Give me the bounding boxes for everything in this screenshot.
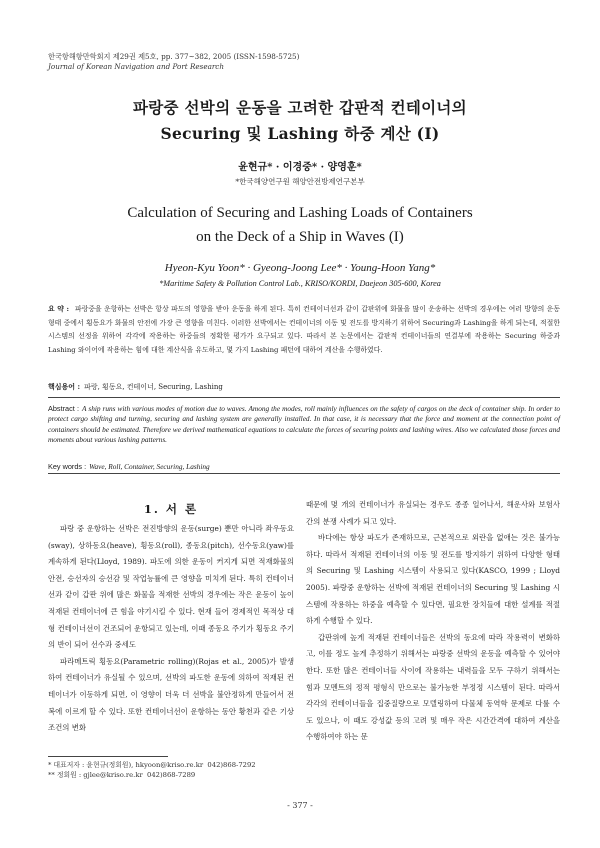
english-authors: Hyeon-Kyu Yoon* · Gyeong-Joong Lee* · Young-Hoon Yang* — [164, 262, 436, 274]
abstract-top-divider — [48, 397, 560, 398]
english-abstract-text: A ship runs with various modes of motion due to waves. Among the modes, roll mainly influences on the safety of cargos on the deck of container ship. In order to protect cargo shifting and turning, securing and lashing system are generally installed. In that case, it is necessary that the force and moment at the connection point of containers should be estimated. Therefore we derived mathematical equations to calculate the forces of securing points and lashing wires. Also we calculated those forces and moments about various lashing patterns. — [48, 404, 560, 445]
right-column — [306, 497, 560, 746]
journal-header — [48, 52, 299, 72]
korean-title-line-2: Securing 및 Lashing 하중 계산 (I) — [160, 124, 440, 143]
korean-affiliation: *한국해양연구원 해양안전방제연구본부 — [235, 177, 365, 186]
korean-keywords-text: 파랑, 횡동요, 컨테이너, Securing, Lashing — [84, 383, 223, 391]
english-keywords — [48, 462, 210, 471]
journal-citation: 한국항해항만학회지 제29권 제5호, pp. 377~382, 2005 (ISSN-1598-5725) — [48, 52, 300, 61]
paragraph: 파랑 중 운항하는 선박은 전진방향의 운동(surge) 뿐만 아니라 좌우동요(sway), 상하동요(heave), 횡동요(roll), 종동요(pitch), 선수동요(yaw)를 계속하게 된다(Lloyd, 1989). 파도에 의한 운동이 커지게 되면 적재화물의 안전, 승선자의 승선감 및 작업능률에 큰 영향을 미치게 된다. 특히 컨테이너선과 같이 갑판 위에 많은 화물을 적재한 선박의 경우에는 작은 운동이 높이 적재된 컨테이너에 큰 힘을 야기시킬 수 있다. 현재 들어 경제적인 목적상 대형 컨테이너선이 건조되어 운항되고 있는데, 이때 종동요 주기가 횡동요 주기의 반이 되어 선수과 중세도 — [48, 524, 294, 650]
korean-abstract-label: 요 약 : — [48, 305, 70, 313]
footnote-member: ** 정회원 : gjlee@kriso.re.kr 042)868-7289 — [48, 771, 196, 779]
english-title-line-1: Calculation of Securing and Lashing Loads of Containers — [127, 205, 473, 221]
paragraph: 바다에는 항상 파도가 존재하므로, 근본적으로 외란을 없애는 것은 불가능하다. 따라서 적재된 컨테이너의 이동 및 전도를 방지하기 위하여 다양한 형태의 Securing 및 Lashing 시스템이 사용되고 있다(KASCO, 1999 ; Lloyd 2005). 파랑중 운항하는 선박에 적재된 컨테이너의 Securing 및 Lashing 시스템에 작용하는 하중을 예측할 수 있다면, 필요한 장치들에 대한 설계를 적절하게 수행할 수 있다. — [306, 533, 560, 626]
footnote-corresponding-author: * 대표저자 : 윤현규(정회원), hkyoon@kriso.re.kr 042)868-7292 — [48, 761, 256, 769]
journal-name: Journal of Korean Navigation and Port Research — [48, 62, 224, 71]
abstract-bottom-divider — [48, 473, 560, 474]
korean-keywords — [48, 382, 223, 392]
footnotes — [48, 760, 256, 780]
english-abstract-label: Abstract : — [48, 404, 80, 413]
paragraph: 때문에 몇 개의 컨테이너가 유실되는 경우도 종종 일어나서, 해운사와 보험사 간의 분쟁 사례가 되고 있다. — [306, 500, 560, 526]
english-abstract — [48, 404, 560, 446]
english-affiliation: *Maritime Safety & Pollution Control Lab., KRISO/KORDI, Daejeon 305-600, Korea — [159, 279, 441, 288]
korean-abstract — [48, 303, 560, 357]
paragraph: 갑판위에 높게 적재된 컨테이너들은 선박의 동요에 따라 작용력이 변화하고, 이를 정도 높게 추정하기 위해서는 파랑중 선박의 운동을 예측할 수 있어야 한다. 또한 많은 컨테이너들 사이에 작용하는 내력들을 모두 구하기 위해서는 힘과 모멘트의 정적 평형식 만으로는 불가능한 부정정 시스템이 된다. 따라서 각각의 컨테이너들을 집중질량으로 모델링하여 다물체 동역학 문제로 다룰 수도 있으나, 이 때도 강성값 등의 고려 및 매우 작은 시간간격에 대하여 계산을 수행하여야 하는 문 — [306, 632, 560, 742]
page-number: - 377 - — [287, 801, 313, 810]
korean-abstract-text: 파랑중을 운항하는 선박은 항상 파도의 영향을 받아 운동을 하게 된다. 특히 컨테이너선과 같이 갑판위에 화물을 많이 운송하는 선박의 경우에는 여러 방향의 운동형태 중에서 횡동요가 화물의 안전에 가장 큰 영향을 미친다. 이러한 선박에서는 컨테이너의 이동 및 전도를 방지하기 위하여 Securing과 Lashing을 하게 되는데, 적절한 시스템의 선정을 위하여 각각에 작용하는 하중들의 정확한 평가가 요구되고 있다. 따라서 본 논문에서는 갑판적 컨테이너들의 연결부에 작용하는 Securing 하중과 Lashing 와이어에 작용하는 힘에 대한 계산식을 유도하고, 몇 가지 Lashing 패턴에 대하여 계산을 수행하였다. — [48, 305, 560, 354]
left-column — [48, 521, 294, 737]
english-title-line-2: on the Deck of a Ship in Waves (I) — [196, 229, 404, 245]
korean-title-line-1: 파랑중 선박의 운동을 고려한 갑판적 컨테이너의 — [133, 98, 467, 117]
footnote-divider — [48, 756, 168, 757]
korean-keywords-label: 핵심용어 : — [48, 382, 81, 391]
section-heading-introduction: 1. 서 론 — [143, 502, 199, 516]
english-keywords-text: Wave, Roll, Container, Securing, Lashing — [89, 462, 210, 471]
english-keywords-label: Key words : — [48, 462, 87, 471]
paragraph: 파라메트릭 횡동요(Parametric rolling)(Rojas et al., 2005)가 발생하여 컨테이너가 유실될 수 있으며, 선박의 파도한 운동에 의하여 적재된 컨테이너가 이동하게 되면, 이 영향이 더욱 더 선박을 불안정하게 만들어서 전복에 이르게 할 수 있다. 또한 컨테이너선이 운항하는 동안 황천과 같은 기상조건의 변화 — [48, 656, 294, 733]
korean-authors: 윤현규* · 이경중* · 양영훈* — [238, 162, 362, 173]
